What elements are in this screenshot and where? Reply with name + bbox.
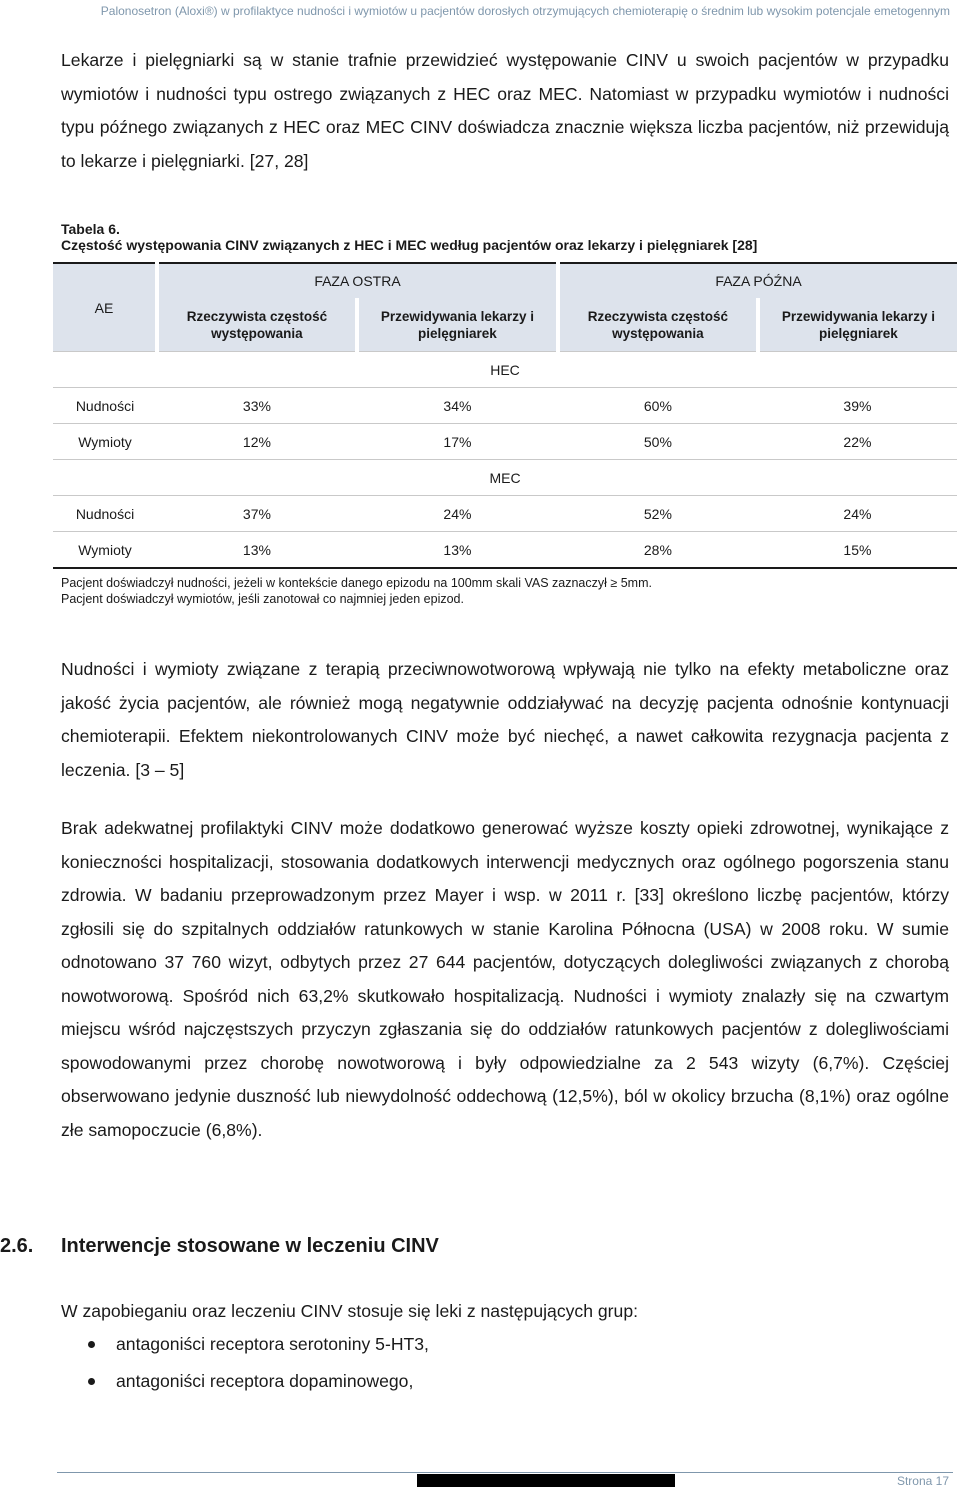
section-number: 2.6. <box>0 1235 34 1257</box>
footer-divider <box>57 1472 953 1473</box>
cell-acute-actual: 37% <box>157 496 357 532</box>
row-label: Nudności <box>53 496 157 532</box>
list-item <box>61 1363 429 1400</box>
section-title: Interwencje stosowane w leczeniu CINV <box>61 1235 439 1257</box>
cell-acute-predicted: 34% <box>357 388 558 424</box>
row-label: Nudności <box>53 388 157 424</box>
section-label: HEC <box>53 352 957 388</box>
section-row-mec <box>53 460 957 496</box>
ae-header: AE <box>53 263 157 352</box>
table-caption: Częstość występowania CINV związanych z HEC i MEC według pacjentów oraz lekarzy i pielęgniarek [28] <box>61 237 758 253</box>
row-label: Wymioty <box>53 424 157 460</box>
cell-late-predicted: 24% <box>758 496 957 532</box>
phase-late-header: FAZA PÓŹNA <box>558 263 957 298</box>
bullet-icon <box>88 1378 95 1385</box>
cell-acute-actual: 13% <box>157 532 357 569</box>
list-item-text: antagoniści receptora dopaminowego, <box>116 1371 414 1391</box>
table-row <box>53 496 957 532</box>
paragraph-intro: Lekarze i pielęgniarki są w stanie trafnie przewidzieć występowanie CINV u swoich pacjentów w przypadku wymiotów i nudności typu ostrego związanych z HEC oraz MEC. Natomiast w przypadku wymiotów i nudności typu późnego związanych z HEC oraz MEC CINV doświadcza znacznie większa liczba pacjentów, niż przewidują to lekarze i pielęgniarki. [27, 28] <box>61 50 949 171</box>
page-number: Strona 17 <box>896 1474 949 1488</box>
paragraph-groups: W zapobieganiu oraz leczeniu CINV stosuje się leki z następujących grup: <box>61 1301 638 1321</box>
cell-late-actual: 60% <box>558 388 758 424</box>
list-item <box>61 1326 429 1363</box>
table-label: Tabela 6. <box>61 221 120 237</box>
row-label: Wymioty <box>53 532 157 569</box>
acute-predicted-header: Przewidywania lekarzy i pielęgniarek <box>357 298 558 352</box>
cell-late-predicted: 22% <box>758 424 957 460</box>
late-predicted-header: Przewidywania lekarzy i pielęgniarek <box>758 298 957 352</box>
cell-late-actual: 28% <box>558 532 758 569</box>
cell-acute-predicted: 17% <box>357 424 558 460</box>
drug-groups-list <box>61 1326 429 1400</box>
cell-late-actual: 50% <box>558 424 758 460</box>
list-item-text: antagoniści receptora serotoniny 5-HT3, <box>116 1334 429 1354</box>
footer-redaction-bar <box>417 1474 675 1487</box>
cell-acute-actual: 33% <box>157 388 357 424</box>
cell-late-predicted: 15% <box>758 532 957 569</box>
paragraph-impact: Nudności i wymioty związane z terapią przeciwnowotworową wpływają nie tylko na efekty metaboliczne oraz jakość życia pacjentów, ale również mogą negatywnie oddziaływać na decyzję pacjenta odnośnie kontynuacji chemioterapii. Efektem niekontrolowanych CINV może być niechęć, a nawet całkowita rezygnacja pacjenta z leczenia. [3 – 5] <box>61 659 949 780</box>
table-note: Pacjent doświadczył wymiotów, jeśli zanotował co najmniej jeden epizod. <box>61 591 464 606</box>
table-note: Pacjent doświadczył nudności, jeżeli w kontekście danego epizodu na 100mm skali VAS zaznaczył ≥ 5mm. <box>61 576 652 590</box>
acute-actual-header: Rzeczywista częstość występowania <box>157 298 357 352</box>
table-row <box>53 424 957 460</box>
cell-late-actual: 52% <box>558 496 758 532</box>
cell-acute-predicted: 24% <box>357 496 558 532</box>
table-row <box>53 388 957 424</box>
late-actual-header: Rzeczywista częstość występowania <box>558 298 758 352</box>
page-header: Palonosetron (Aloxi®) w profilaktyce nudności i wymiotów u pacjentów dorosłych otrzymujących chemioterapię o średnim lub wysokim potencjale emetogennym <box>100 4 950 18</box>
section-label: MEC <box>53 460 957 496</box>
table-notes <box>61 576 652 607</box>
table-row <box>53 532 957 569</box>
cell-acute-actual: 12% <box>157 424 357 460</box>
section-row-hec <box>53 352 957 388</box>
phase-acute-header: FAZA OSTRA <box>157 263 558 298</box>
cell-late-predicted: 39% <box>758 388 957 424</box>
cell-acute-predicted: 13% <box>357 532 558 569</box>
cinv-frequency-table <box>53 262 957 569</box>
bullet-icon <box>88 1341 95 1348</box>
paragraph-costs: Brak adekwatnej profilaktyki CINV może dodatkowo generować wyższe koszty opieki zdrowotnej, wynikające z konieczności hospitalizacji, stosowania dodatkowych interwencji medycznych oraz ogólnego pogorszenia stanu zdrowia. W badaniu przeprowadzonym przez Mayer i wsp. w 2011 r. [33] określono liczbę pacjentów, którzy zgłosili się do szpitalnych oddziałów ratunkowych w stanie Karolina Północna (USA) w 2008 roku. W sumie odnotowano 37 760 wizyt, odbytych przez 27 644 pacjentów, dotyczących dolegliwości związanych z chorobą nowotworową. Spośród nich 63,2% skutkowało hospitalizacją. Nudności i wymioty znalazły się na czwartym miejscu wśród najczęstszych przyczyn zgłaszania się do oddziałów ratunkowych pacjentów z dolegliwościami spowodowanymi przez chorobę nowotworową i były odpowiedzialne za 2 543 wizyty (6,7%). Częściej obserwowano jedynie duszność lub niewydolność oddechową (12,5%), ból w okolicy brzucha (8,1%) oraz ogólne złe samopoczucie (6,8%). <box>61 818 949 1140</box>
